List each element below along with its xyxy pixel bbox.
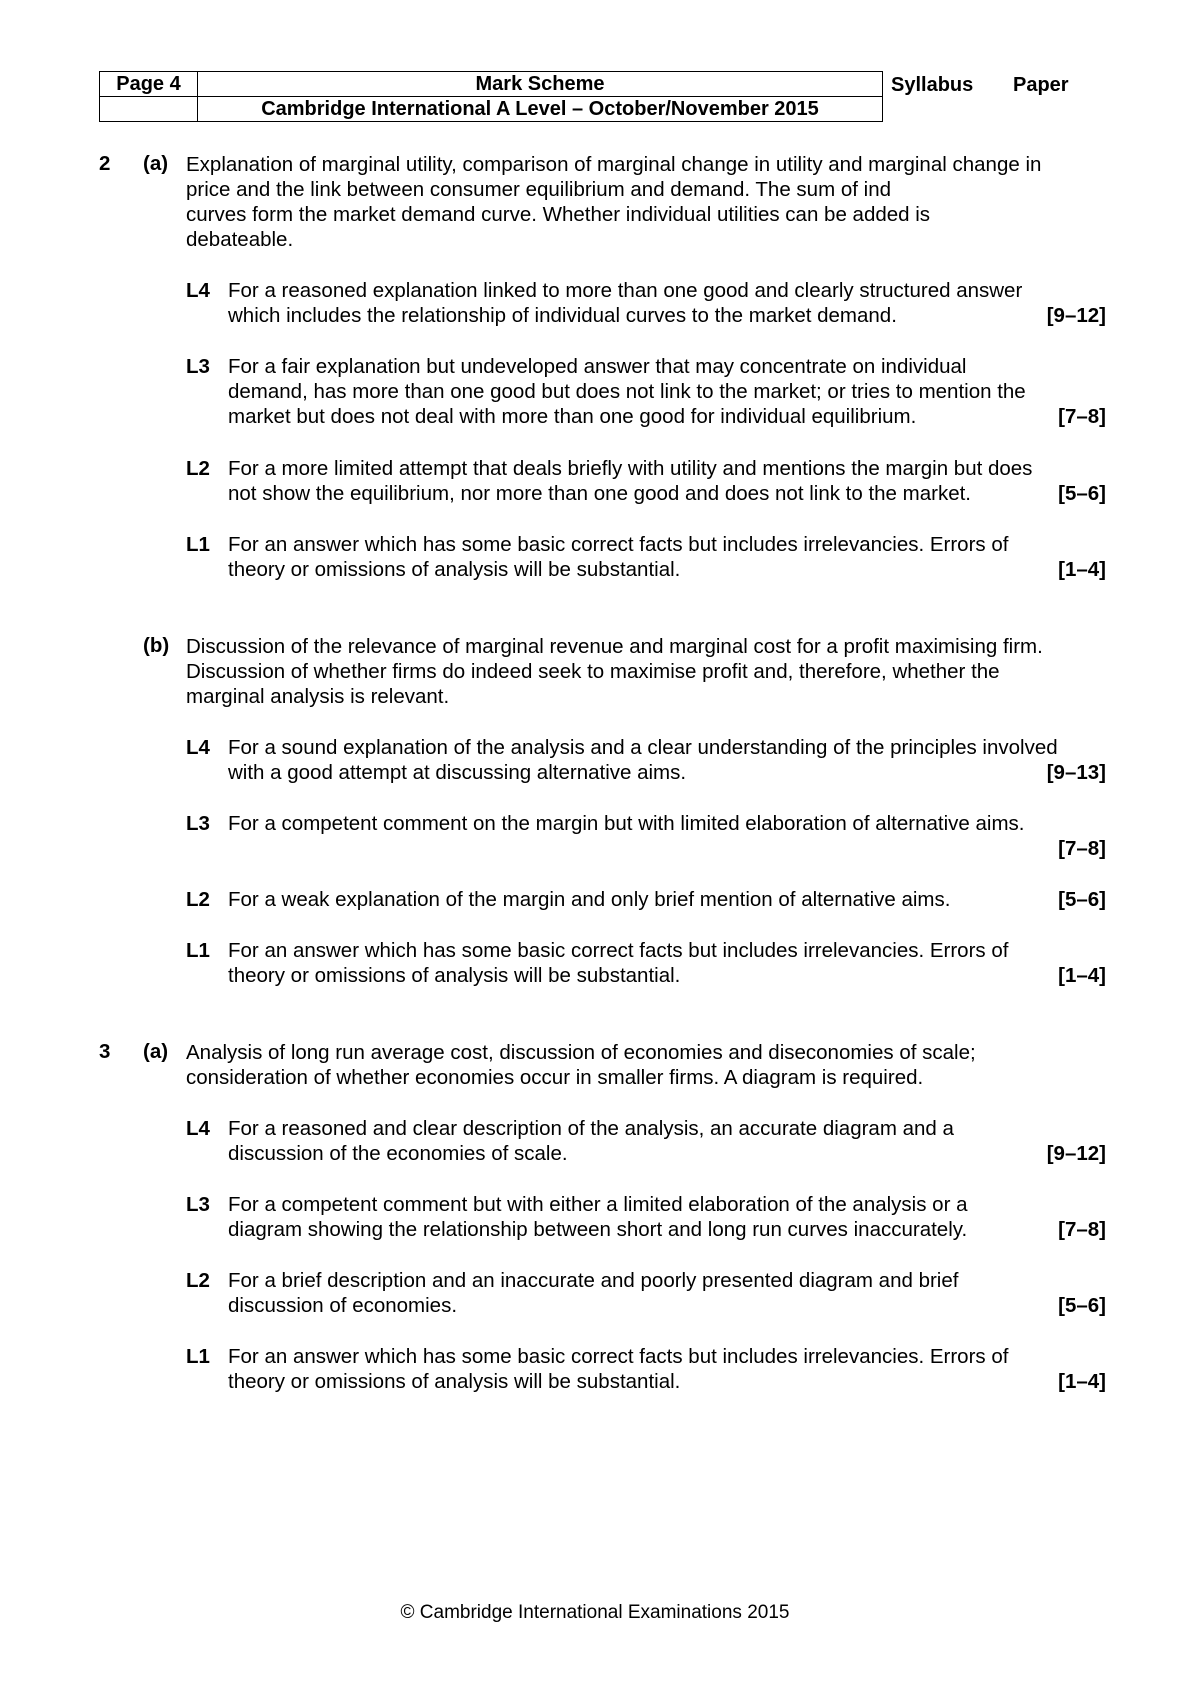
intro-line: Discussion of whether firms do indeed seek to maximise profit and, therefore, whether the — [186, 660, 1000, 683]
document-subtitle: Cambridge International A Level – October/November 2015 — [198, 97, 883, 122]
intro-line: curves form the market demand curve. Whether individual utilities can be added is — [186, 203, 931, 226]
header-empty-cell — [100, 97, 198, 122]
level-descriptor — [228, 887, 1106, 912]
descriptor-text: discussion of economies. — [228, 1294, 458, 1317]
intro-line: Analysis of long run average cost, discussion of economies and diseconomies of scale; — [186, 1041, 976, 1064]
descriptor-text: theory or omissions of analysis will be substantial. — [228, 1370, 681, 1393]
descriptor-line — [228, 963, 1106, 988]
level-descriptor — [228, 532, 1106, 582]
descriptor-line: demand, has more than one good but does not link to the market; or tries to mention the — [228, 380, 1026, 403]
copyright-footer: © Cambridge International Examinations 2015 — [400, 1602, 790, 1623]
mark-range: [9–12] — [1046, 1142, 1106, 1165]
question-number: 3 — [99, 1040, 111, 1063]
intro-line: Explanation of marginal utility, comparison of marginal change in utility and marginal change in — [186, 153, 1042, 176]
level-label: L4 — [186, 1117, 210, 1140]
descriptor-line — [228, 836, 1106, 861]
mark-range: [9–13] — [1046, 761, 1106, 784]
level-descriptor — [228, 278, 1106, 328]
level-label: L3 — [186, 812, 210, 835]
descriptor-text: theory or omissions of analysis will be substantial. — [228, 558, 681, 581]
descriptor-line — [228, 1293, 1106, 1318]
level-descriptor — [228, 1268, 1106, 1318]
level-label: L1 — [186, 533, 210, 556]
header-table — [99, 71, 883, 122]
mark-range: [7–8] — [1058, 1218, 1106, 1241]
level-label: L3 — [186, 1193, 210, 1216]
question-intro — [186, 152, 1100, 252]
level-descriptor — [228, 1192, 1106, 1242]
descriptor-line — [228, 1141, 1106, 1166]
descriptor-line: For a reasoned explanation linked to more than one good and clearly structured answer — [228, 279, 1023, 302]
descriptor-line — [228, 557, 1106, 582]
intro-line: consideration of whether economies occur in smaller firms. A diagram is required. — [186, 1066, 924, 1089]
descriptor-text: theory or omissions of analysis will be substantial. — [228, 964, 681, 987]
descriptor-line: For a brief description and an inaccurate and poorly presented diagram and brief — [228, 1269, 959, 1292]
mark-range: [5–6] — [1058, 888, 1106, 911]
descriptor-text: not show the equilibrium, nor more than one good and does not link to the market. — [228, 482, 972, 505]
mark-range: [9–12] — [1046, 304, 1106, 327]
descriptor-text: diagram showing the relationship between short and long run curves inaccurately. — [228, 1218, 968, 1241]
mark-range: [7–8] — [1058, 405, 1106, 428]
mark-range: [7–8] — [1058, 837, 1106, 860]
level-descriptor — [228, 456, 1106, 506]
descriptor-line: For a fair explanation but undeveloped answer that may concentrate on individual — [228, 355, 967, 378]
intro-line: price and the link between consumer equilibrium and demand. The sum of ind — [186, 178, 891, 201]
level-label: L2 — [186, 888, 210, 911]
descriptor-line — [228, 481, 1106, 506]
page-number: Page 4 — [100, 72, 198, 97]
question-number: 2 — [99, 152, 111, 175]
document-title: Mark Scheme — [198, 72, 883, 97]
level-descriptor — [228, 1344, 1106, 1394]
descriptor-line: For an answer which has some basic correct facts but includes irrelevancies. Errors of — [228, 1345, 1009, 1368]
level-label: L4 — [186, 736, 210, 759]
descriptor-line — [228, 404, 1106, 429]
intro-line: debateable. — [186, 228, 294, 251]
part-label: (b) — [143, 634, 170, 657]
descriptor-text: market but does not deal with more than one good for individual equilibrium. — [228, 405, 917, 428]
level-descriptor — [228, 938, 1106, 988]
level-label: L1 — [186, 1345, 210, 1368]
part-label: (a) — [143, 1040, 169, 1063]
level-label: L2 — [186, 457, 210, 480]
descriptor-line: For a reasoned and clear description of the analysis, an accurate diagram and a — [228, 1117, 954, 1140]
part-label: (a) — [143, 152, 169, 175]
level-label: L1 — [186, 939, 210, 962]
mark-range: [1–4] — [1058, 964, 1106, 987]
level-label: L4 — [186, 279, 210, 302]
descriptor-line: For an answer which has some basic correct facts but includes irrelevancies. Errors of — [228, 939, 1009, 962]
mark-range: [5–6] — [1058, 1294, 1106, 1317]
descriptor-line: For an answer which has some basic correct facts but includes irrelevancies. Errors of — [228, 533, 1009, 556]
descriptor-text: For a weak explanation of the margin and only brief mention of alternative aims. — [228, 888, 951, 911]
paper-label: Paper — [1013, 74, 1069, 96]
intro-line: marginal analysis is relevant. — [186, 685, 450, 708]
level-label: L2 — [186, 1269, 210, 1292]
descriptor-line: For a competent comment but with either a limited elaboration of the analysis or a — [228, 1193, 968, 1216]
descriptor-line — [228, 760, 1106, 785]
intro-line: Discussion of the relevance of marginal revenue and marginal cost for a profit maximising firm. — [186, 635, 1043, 658]
level-descriptor — [228, 811, 1106, 861]
descriptor-line — [228, 1369, 1106, 1394]
descriptor-line — [228, 303, 1106, 328]
descriptor-text: which includes the relationship of individual curves to the market demand. — [228, 304, 897, 327]
descriptor-text: discussion of the economies of scale. — [228, 1142, 568, 1165]
descriptor-line — [228, 1217, 1106, 1242]
mark-range: [1–4] — [1058, 558, 1106, 581]
descriptor-line — [228, 887, 1106, 912]
question-intro — [186, 634, 1100, 709]
descriptor-text: with a good attempt at discussing alternative aims. — [228, 761, 687, 784]
mark-range: [1–4] — [1058, 1370, 1106, 1393]
level-descriptor — [228, 354, 1106, 429]
mark-range: [5–6] — [1058, 482, 1106, 505]
level-descriptor — [228, 1116, 1106, 1166]
question-intro — [186, 1040, 1100, 1090]
descriptor-line: For a sound explanation of the analysis and a clear understanding of the principles involved — [228, 736, 1058, 759]
syllabus-label: Syllabus — [891, 74, 974, 96]
descriptor-line: For a more limited attempt that deals briefly with utility and mentions the margin but does — [228, 457, 1033, 480]
level-descriptor — [228, 735, 1106, 785]
level-label: L3 — [186, 355, 210, 378]
descriptor-line: For a competent comment on the margin but with limited elaboration of alternative aims. — [228, 812, 1025, 835]
